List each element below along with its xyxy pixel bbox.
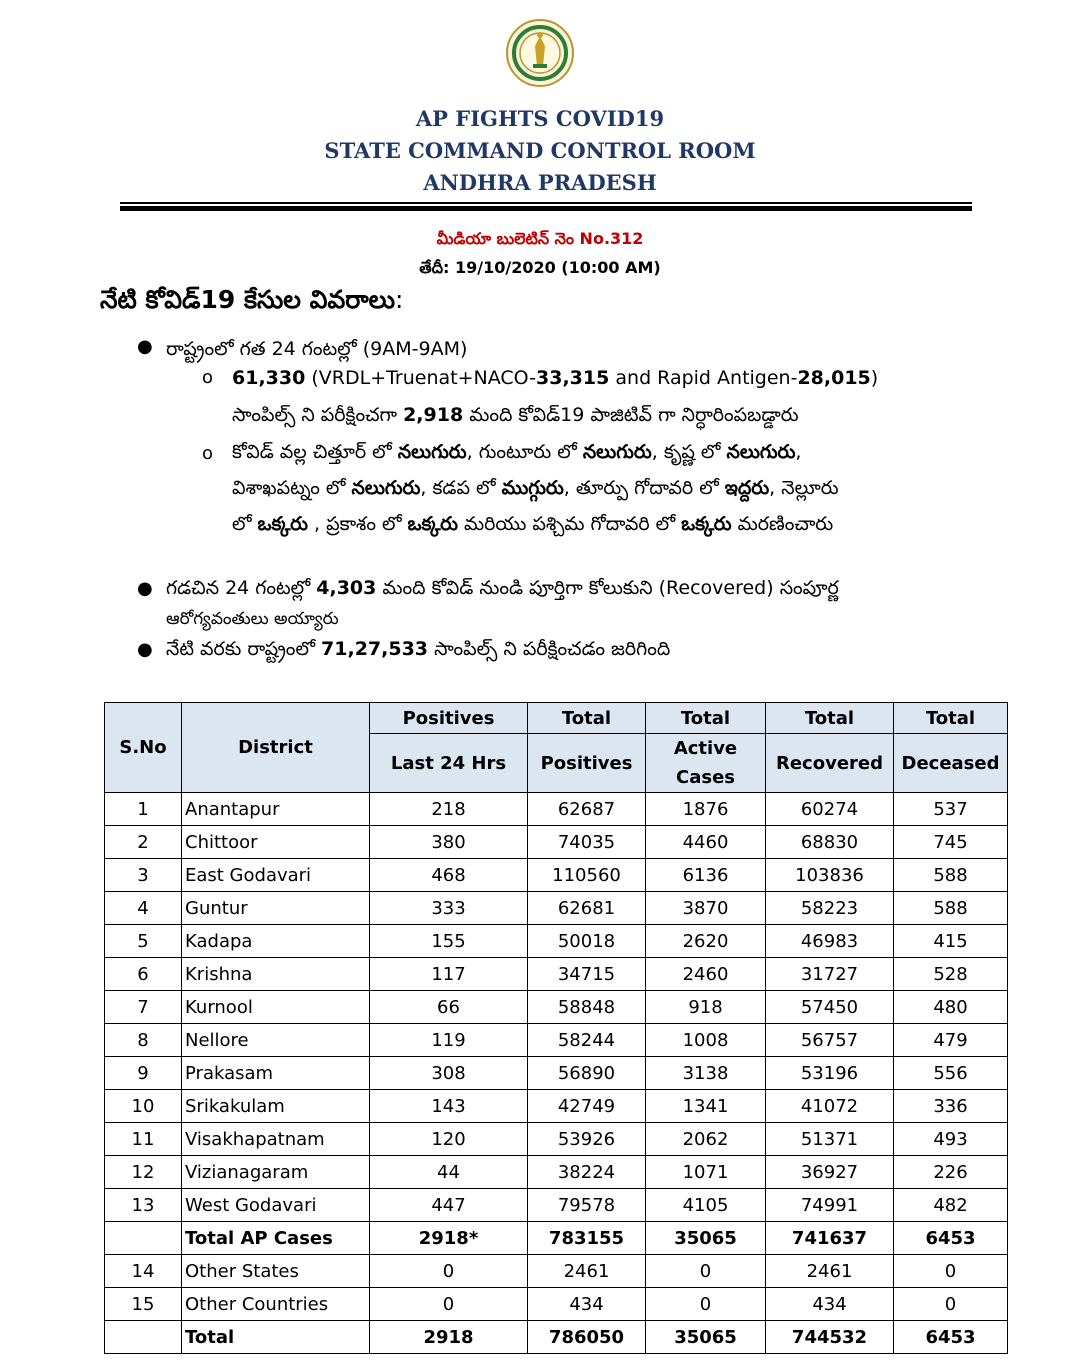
cell-deceased: 480 bbox=[894, 991, 1008, 1024]
bulletin-date bbox=[0, 258, 1080, 281]
table-row bbox=[105, 1255, 1008, 1288]
sub2-text-3: , కృష్ణ లో bbox=[651, 441, 727, 463]
cell-sno: 14 bbox=[105, 1255, 182, 1288]
sub-bullet-o-1: o bbox=[202, 367, 214, 388]
sub2-text-1: కోవిడ్ వల్ల చిత్తూర్ లో bbox=[232, 441, 398, 463]
sub2-text-7: , తూర్పు గోదావరి లో bbox=[563, 477, 725, 499]
cell-positives-24h: 155 bbox=[370, 925, 528, 958]
cell-total-positives: 783155 bbox=[528, 1222, 646, 1255]
cell-deceased: 479 bbox=[894, 1024, 1008, 1057]
cell-district: Prakasam bbox=[182, 1057, 370, 1090]
cell-district: Visakhapatnam bbox=[182, 1123, 370, 1156]
header-rule-thick bbox=[120, 206, 972, 211]
cell-positives-24h: 468 bbox=[370, 859, 528, 892]
sub1-text-5: మంది కోవిడ్19 పాజిటివ్ గా నిర్ధారింపబడ్డారు bbox=[463, 404, 799, 426]
header-rule-thin bbox=[120, 202, 972, 204]
sub-bullet-1-line-2 bbox=[232, 399, 799, 431]
header-district: District bbox=[182, 703, 370, 793]
cell-positives-24h: 120 bbox=[370, 1123, 528, 1156]
cell-deceased: 226 bbox=[894, 1156, 1008, 1189]
b3-text-1: నేటి వరకు రాష్ట్రంలో bbox=[166, 638, 322, 660]
sub2-bold-8: ఒక్కరు bbox=[407, 513, 458, 535]
cell-recovered: 434 bbox=[766, 1288, 894, 1321]
sub2-text-9: లో bbox=[232, 513, 258, 535]
bullet-2-line-1 bbox=[166, 572, 839, 604]
table-row bbox=[105, 892, 1008, 925]
cell-recovered: 744532 bbox=[766, 1321, 894, 1354]
cell-active-cases: 1008 bbox=[646, 1024, 766, 1057]
cell-sno: 3 bbox=[105, 859, 182, 892]
cell-total-positives: 79578 bbox=[528, 1189, 646, 1222]
cell-active-cases: 2460 bbox=[646, 958, 766, 991]
cell-total-positives: 786050 bbox=[528, 1321, 646, 1354]
header-deceased-1: Total bbox=[894, 703, 1008, 734]
sub2-bold-1: నలుగురు bbox=[397, 441, 467, 463]
sub-bullet-2-line-2 bbox=[232, 472, 839, 504]
table-row bbox=[105, 1288, 1008, 1321]
cell-district: Chittoor bbox=[182, 826, 370, 859]
sub2-text-12: మరణించారు bbox=[731, 513, 834, 535]
table-row bbox=[105, 1321, 1008, 1354]
sub1-text-2: and Rapid Antigen- bbox=[609, 367, 798, 389]
cell-positives-24h: 66 bbox=[370, 991, 528, 1024]
cell-active-cases: 1071 bbox=[646, 1156, 766, 1189]
cell-recovered: 46983 bbox=[766, 925, 894, 958]
district-cases-table bbox=[104, 702, 1008, 1354]
cell-sno bbox=[105, 1321, 182, 1354]
cell-total-positives: 38224 bbox=[528, 1156, 646, 1189]
cell-recovered: 58223 bbox=[766, 892, 894, 925]
header-recovered-1: Total bbox=[766, 703, 894, 734]
sub2-text-6: , కడప లో bbox=[420, 477, 502, 499]
cell-positives-24h: 0 bbox=[370, 1255, 528, 1288]
table-row bbox=[105, 859, 1008, 892]
table-row bbox=[105, 793, 1008, 826]
sub2-text-11: మరియు పశ్చిమ గోదావరి లో bbox=[457, 513, 682, 535]
cell-deceased: 336 bbox=[894, 1090, 1008, 1123]
cell-recovered: 56757 bbox=[766, 1024, 894, 1057]
cell-active-cases: 4460 bbox=[646, 826, 766, 859]
cell-total-positives: 74035 bbox=[528, 826, 646, 859]
cell-active-cases: 35065 bbox=[646, 1321, 766, 1354]
section-heading bbox=[100, 285, 403, 321]
sub2-text-4: , bbox=[795, 441, 802, 463]
b2-text-1: గడచిన 24 గంటల్లో bbox=[166, 577, 317, 599]
cell-total-positives: 56890 bbox=[528, 1057, 646, 1090]
header-recovered-2: Recovered bbox=[766, 734, 894, 793]
cell-active-cases: 0 bbox=[646, 1255, 766, 1288]
vrdl-samples-value: 33,315 bbox=[536, 367, 610, 389]
cell-deceased: 482 bbox=[894, 1189, 1008, 1222]
rapid-antigen-value: 28,015 bbox=[797, 367, 871, 389]
sub2-text-8: , నెల్లూరు bbox=[769, 477, 839, 499]
cell-recovered: 36927 bbox=[766, 1156, 894, 1189]
bullet-2-line-2: ఆరోగ్యవంతులు అయ్యారు bbox=[166, 609, 339, 629]
table-row bbox=[105, 1156, 1008, 1189]
cell-recovered: 103836 bbox=[766, 859, 894, 892]
bulletin-title: మీడియా బులెటిన్ నెం No.312 bbox=[436, 229, 644, 248]
cell-positives-24h: 2918 bbox=[370, 1321, 528, 1354]
cell-active-cases: 35065 bbox=[646, 1222, 766, 1255]
cell-positives-24h: 119 bbox=[370, 1024, 528, 1057]
bullet-dot-2: ● bbox=[137, 578, 153, 599]
bullet-dot-3: ● bbox=[137, 639, 153, 660]
cell-active-cases: 3870 bbox=[646, 892, 766, 925]
sub-bullet-1-line-1 bbox=[232, 362, 878, 394]
cell-total-positives: 53926 bbox=[528, 1123, 646, 1156]
table-row bbox=[105, 958, 1008, 991]
cell-total-positives: 34715 bbox=[528, 958, 646, 991]
cell-total-positives: 62687 bbox=[528, 793, 646, 826]
cell-recovered: 60274 bbox=[766, 793, 894, 826]
cell-district: Srikakulam bbox=[182, 1090, 370, 1123]
header-total-positives-2: Positives bbox=[528, 734, 646, 793]
cell-district: West Godavari bbox=[182, 1189, 370, 1222]
cell-sno: 1 bbox=[105, 793, 182, 826]
cell-district: Other Countries bbox=[182, 1288, 370, 1321]
cell-positives-24h: 308 bbox=[370, 1057, 528, 1090]
cell-sno: 12 bbox=[105, 1156, 182, 1189]
header-line-1: AP FIGHTS COVID19 bbox=[415, 106, 665, 131]
header-positives-24h-2: Last 24 Hrs bbox=[370, 734, 528, 793]
bullet-3-line bbox=[166, 633, 670, 665]
cell-sno: 7 bbox=[105, 991, 182, 1024]
header-positives-24h-1: Positives bbox=[370, 703, 528, 734]
table-row bbox=[105, 1024, 1008, 1057]
cell-district: Anantapur bbox=[182, 793, 370, 826]
cell-recovered: 57450 bbox=[766, 991, 894, 1024]
cell-deceased: 556 bbox=[894, 1057, 1008, 1090]
cell-deceased: 588 bbox=[894, 859, 1008, 892]
cell-total-positives: 110560 bbox=[528, 859, 646, 892]
cell-total-positives: 434 bbox=[528, 1288, 646, 1321]
cell-positives-24h: 2918* bbox=[370, 1222, 528, 1255]
cell-sno: 11 bbox=[105, 1123, 182, 1156]
samples-tested-value: 61,330 bbox=[232, 367, 306, 389]
header-active-cases-1: Total bbox=[646, 703, 766, 734]
cell-positives-24h: 0 bbox=[370, 1288, 528, 1321]
cell-total-positives: 2461 bbox=[528, 1255, 646, 1288]
cell-sno: 4 bbox=[105, 892, 182, 925]
state-emblem-logo bbox=[505, 18, 575, 88]
cell-positives-24h: 447 bbox=[370, 1189, 528, 1222]
bullet-dot-1: ● bbox=[137, 336, 153, 357]
sub-bullet-2-line-1 bbox=[232, 436, 801, 468]
cell-district: Kurnool bbox=[182, 991, 370, 1024]
table-row bbox=[105, 1222, 1008, 1255]
table-row bbox=[105, 925, 1008, 958]
table-row bbox=[105, 1090, 1008, 1123]
cell-district: Nellore bbox=[182, 1024, 370, 1057]
sub2-bold-7: ఒక్కరు bbox=[257, 513, 308, 535]
cell-positives-24h: 333 bbox=[370, 892, 528, 925]
cell-recovered: 741637 bbox=[766, 1222, 894, 1255]
table-row bbox=[105, 826, 1008, 859]
cell-deceased: 0 bbox=[894, 1288, 1008, 1321]
header-total-positives-1: Total bbox=[528, 703, 646, 734]
cell-sno: 9 bbox=[105, 1057, 182, 1090]
cell-sno bbox=[105, 1222, 182, 1255]
cell-sno: 2 bbox=[105, 826, 182, 859]
header-line-3: ANDHRA PRADESH bbox=[423, 170, 657, 195]
sub2-text-2: , గుంటూరు లో bbox=[466, 441, 583, 463]
bulletin-date-value: : 19/10/2020 (10:00 AM) bbox=[443, 258, 661, 277]
cell-active-cases: 2620 bbox=[646, 925, 766, 958]
sub2-bold-5: ముగ్గురు bbox=[501, 477, 564, 499]
sub-bullet-2-line-3 bbox=[232, 508, 833, 540]
section-heading-text: నేటి కోవిడ్19 కేసుల వివరాలు bbox=[100, 285, 396, 314]
cell-positives-24h: 218 bbox=[370, 793, 528, 826]
cell-total-positives: 58244 bbox=[528, 1024, 646, 1057]
b2-text-2: మంది కోవిడ్ నుండి పూర్తిగా కోలుకుని (Recovered) సంపూర్ణ bbox=[376, 577, 839, 599]
cell-active-cases: 4105 bbox=[646, 1189, 766, 1222]
cell-deceased: 6453 bbox=[894, 1222, 1008, 1255]
header-line-2: STATE COMMAND CONTROL ROOM bbox=[324, 138, 756, 163]
header-active-cases-2: Active Cases bbox=[646, 734, 766, 793]
cell-recovered: 51371 bbox=[766, 1123, 894, 1156]
cell-positives-24h: 117 bbox=[370, 958, 528, 991]
sub1-text-4: సాంపిల్స్ ని పరీక్షించగా bbox=[232, 404, 404, 426]
table-row bbox=[105, 991, 1008, 1024]
sub1-text-1: (VRDL+Truenat+NACO- bbox=[305, 367, 537, 389]
cell-recovered: 68830 bbox=[766, 826, 894, 859]
cell-total-positives: 50018 bbox=[528, 925, 646, 958]
sub2-text-5: విశాఖపట్నం లో bbox=[232, 477, 352, 499]
cell-district: Other States bbox=[182, 1255, 370, 1288]
cell-recovered: 31727 bbox=[766, 958, 894, 991]
table-row bbox=[105, 1057, 1008, 1090]
sub-bullet-o-2: o bbox=[202, 443, 214, 464]
sub1-text-3: ) bbox=[870, 367, 879, 389]
positive-cases-value: 2,918 bbox=[403, 404, 464, 426]
cell-district: Krishna bbox=[182, 958, 370, 991]
cell-active-cases: 1341 bbox=[646, 1090, 766, 1123]
table-body bbox=[105, 793, 1008, 1354]
cell-district: Vizianagaram bbox=[182, 1156, 370, 1189]
cell-sno: 15 bbox=[105, 1288, 182, 1321]
cell-active-cases: 1876 bbox=[646, 793, 766, 826]
cell-district: Total bbox=[182, 1321, 370, 1354]
cell-total-positives: 42749 bbox=[528, 1090, 646, 1123]
cell-positives-24h: 143 bbox=[370, 1090, 528, 1123]
cell-district: East Godavari bbox=[182, 859, 370, 892]
sub2-text-10: , ప్రకాశం లో bbox=[307, 513, 408, 535]
cell-deceased: 745 bbox=[894, 826, 1008, 859]
table-header bbox=[105, 703, 1008, 793]
cell-district: Kadapa bbox=[182, 925, 370, 958]
total-samples-value: 71,27,533 bbox=[321, 638, 429, 660]
cell-sno: 5 bbox=[105, 925, 182, 958]
cell-positives-24h: 380 bbox=[370, 826, 528, 859]
cell-positives-24h: 44 bbox=[370, 1156, 528, 1189]
sub2-bold-4: నలుగురు bbox=[351, 477, 421, 499]
cell-recovered: 74991 bbox=[766, 1189, 894, 1222]
cell-active-cases: 0 bbox=[646, 1288, 766, 1321]
b3-text-2: సాంపిల్స్ ని పరీక్షించడం జరిగింది bbox=[428, 638, 671, 660]
cell-deceased: 415 bbox=[894, 925, 1008, 958]
table-row bbox=[105, 1123, 1008, 1156]
bulletin-date-label: తేదీ bbox=[419, 258, 444, 277]
cell-recovered: 53196 bbox=[766, 1057, 894, 1090]
sub2-bold-2: నలుగురు bbox=[582, 441, 652, 463]
cell-active-cases: 3138 bbox=[646, 1057, 766, 1090]
cell-deceased: 528 bbox=[894, 958, 1008, 991]
section-heading-colon: : bbox=[395, 285, 404, 314]
cell-active-cases: 2062 bbox=[646, 1123, 766, 1156]
cell-recovered: 2461 bbox=[766, 1255, 894, 1288]
cell-sno: 8 bbox=[105, 1024, 182, 1057]
sub2-bold-3: నలుగురు bbox=[726, 441, 796, 463]
cell-sno: 13 bbox=[105, 1189, 182, 1222]
bullet-1-text: రాష్ట్రంలో గత 24 గంటల్లో (9AM-9AM) bbox=[166, 338, 468, 360]
table-header-row-1 bbox=[105, 703, 1008, 734]
cell-deceased: 588 bbox=[894, 892, 1008, 925]
cell-deceased: 493 bbox=[894, 1123, 1008, 1156]
header-deceased-2: Deceased bbox=[894, 734, 1008, 793]
cell-sno: 6 bbox=[105, 958, 182, 991]
cell-total-positives: 58848 bbox=[528, 991, 646, 1024]
cell-district: Total AP Cases bbox=[182, 1222, 370, 1255]
recovered-24h-value: 4,303 bbox=[316, 577, 377, 599]
cell-active-cases: 6136 bbox=[646, 859, 766, 892]
cell-sno: 10 bbox=[105, 1090, 182, 1123]
cell-active-cases: 918 bbox=[646, 991, 766, 1024]
header-sno: S.No bbox=[105, 703, 182, 793]
cell-district: Guntur bbox=[182, 892, 370, 925]
cell-recovered: 41072 bbox=[766, 1090, 894, 1123]
sub2-bold-6: ఇద్దరు bbox=[724, 477, 770, 499]
cell-deceased: 6453 bbox=[894, 1321, 1008, 1354]
table-row bbox=[105, 1189, 1008, 1222]
cell-deceased: 537 bbox=[894, 793, 1008, 826]
sub2-bold-9: ఒక్కరు bbox=[681, 513, 732, 535]
cell-deceased: 0 bbox=[894, 1255, 1008, 1288]
cell-total-positives: 62681 bbox=[528, 892, 646, 925]
